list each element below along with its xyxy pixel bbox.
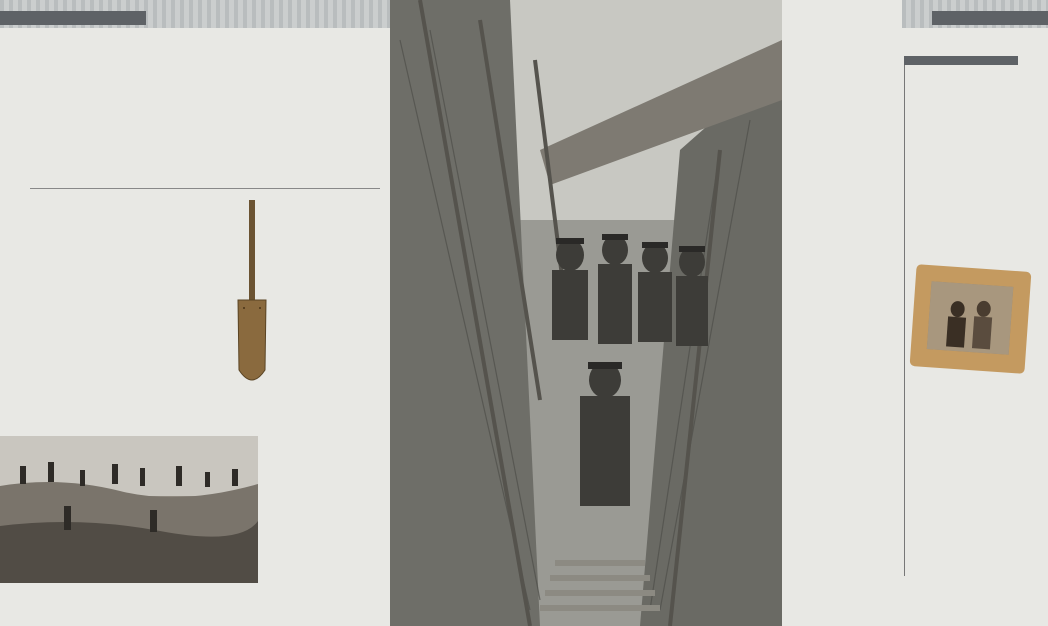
german-trench-photo (390, 0, 782, 626)
footer-band (782, 598, 1048, 626)
left-page (0, 0, 390, 626)
running-header-left (0, 11, 146, 25)
text-column-3 (266, 198, 378, 208)
text-column-1 (30, 198, 134, 206)
timeline-heading (904, 56, 1018, 65)
running-header-right (932, 11, 1048, 25)
gallipoli-photo (0, 436, 258, 583)
photo-in-frame (927, 281, 1014, 355)
entrenching-spade-image (232, 200, 272, 390)
divider (30, 188, 380, 189)
footer-band (0, 598, 390, 626)
biscuit-frame-image (910, 264, 1032, 374)
text-column-4-cont (791, 196, 899, 202)
